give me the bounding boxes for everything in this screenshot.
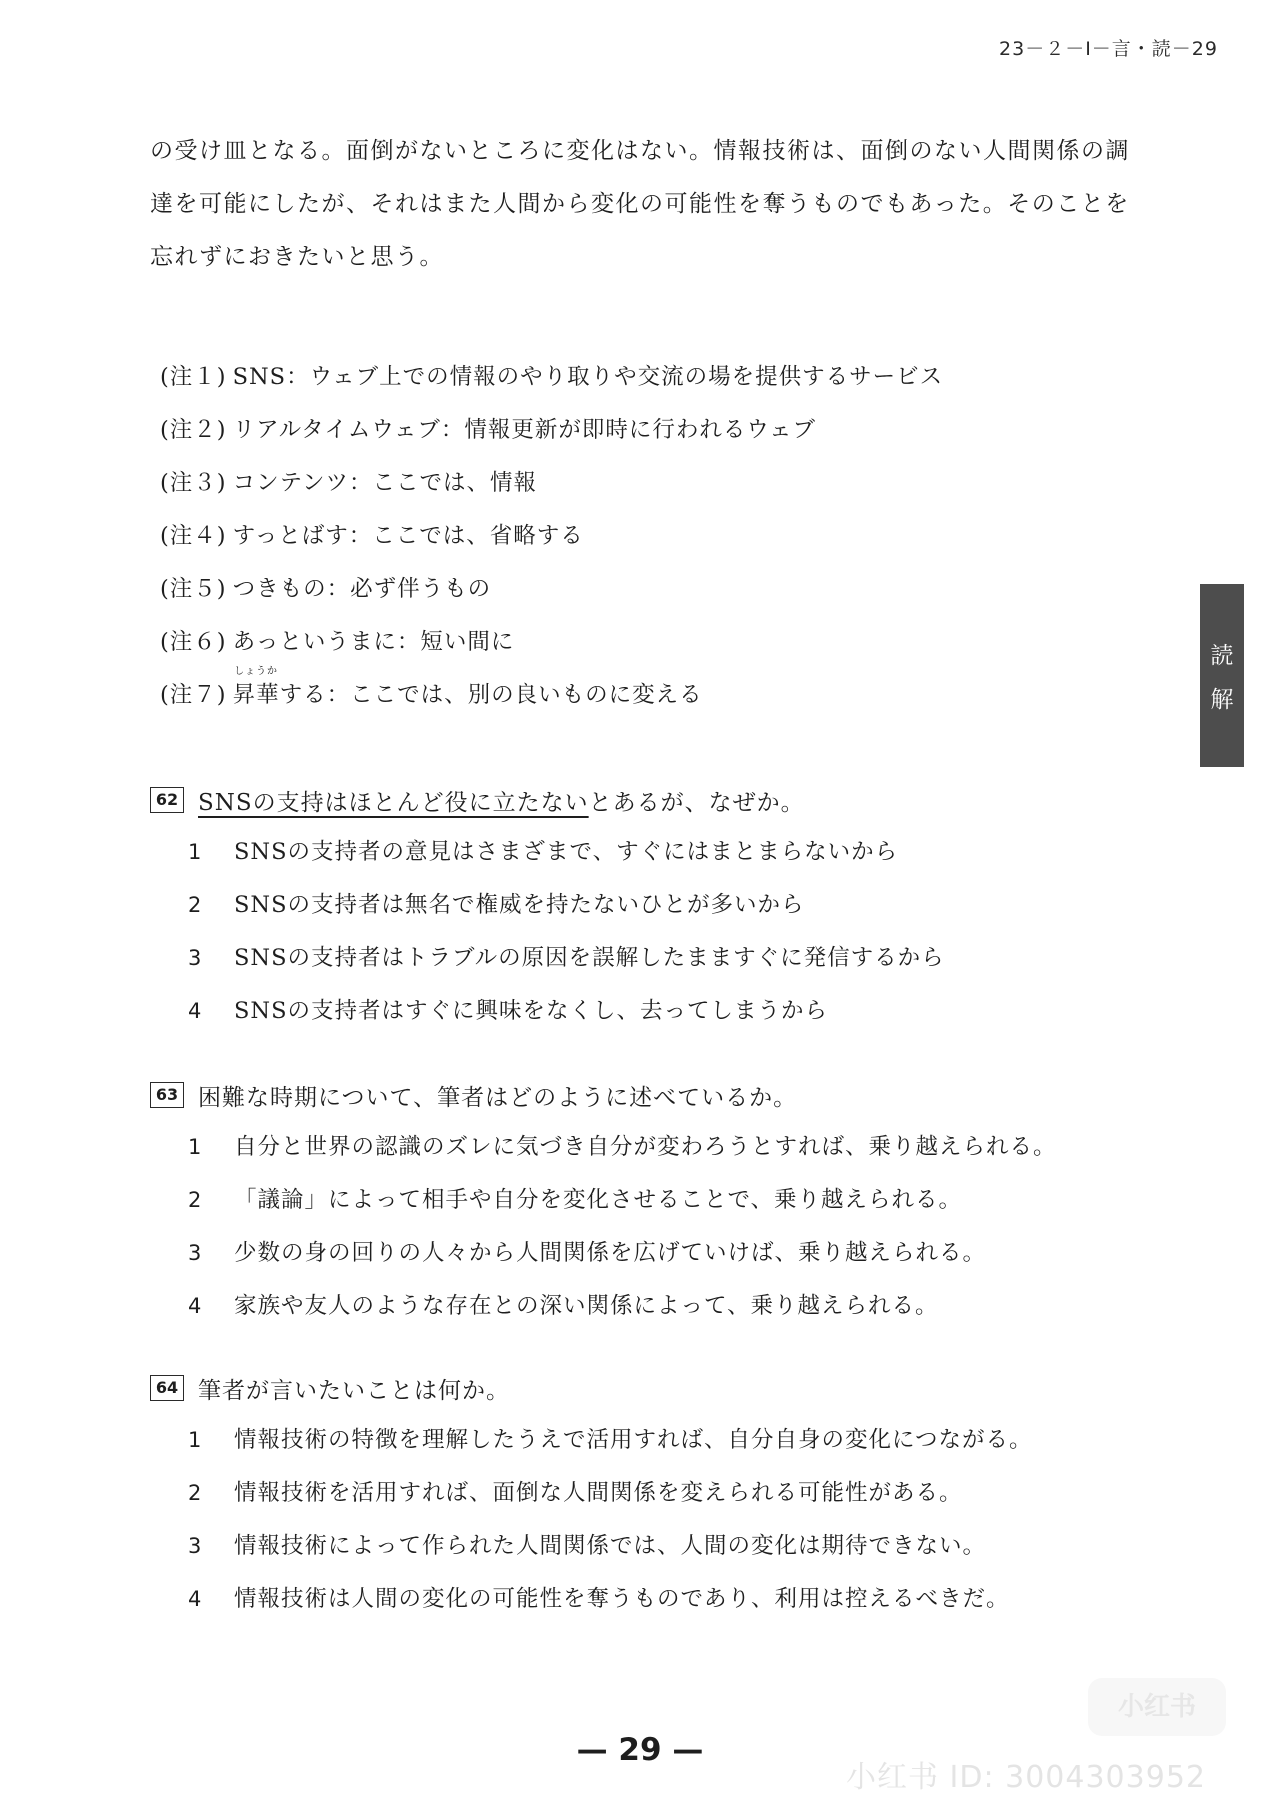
option-text: 情報技術の特徴を理解したうえで活用すれば、自分自身の変化につながる。 (234, 1427, 1033, 1453)
option-number: 4 (188, 1587, 203, 1611)
note-item (160, 574, 943, 627)
note-label: (注１) (160, 364, 227, 390)
answer-option (150, 1583, 1033, 1636)
note-text: する：ここでは、別の良いものに変える (279, 682, 703, 708)
ruby-base: 昇華 (232, 682, 280, 708)
note-text: あっというまに：短い間に (232, 629, 515, 655)
question-stem: 筆者が言いたいことは何か。 (198, 1377, 510, 1404)
option-number: 4 (188, 999, 203, 1023)
notes-list (160, 362, 943, 733)
answer-option (150, 1477, 1033, 1530)
note-label: (注７) (160, 682, 227, 708)
option-number: 1 (188, 1135, 203, 1159)
page-number: — 29 — (576, 1732, 704, 1768)
question-62 (150, 784, 945, 1048)
note-text: SNS：ウェブ上での情報のやり取りや交流の場を提供するサービス (232, 364, 944, 390)
option-number: 3 (188, 1241, 203, 1265)
underlined-phrase: SNSの支持はほとんど役に立たない (198, 789, 589, 816)
note-text: つきもの：必ず伴うもの (232, 576, 492, 602)
option-number: 3 (188, 946, 203, 970)
option-number: 2 (188, 1481, 203, 1505)
question-63 (150, 1079, 1057, 1343)
option-number: 4 (188, 1294, 203, 1318)
answer-option (150, 1237, 1057, 1290)
question-stem: 困難な時期について、筆者はどのように述べているか。 (198, 1084, 798, 1111)
answer-option (150, 995, 945, 1048)
option-text: SNSの支持者の意見はさまざまで、すぐにはまとまらないから (234, 839, 899, 865)
option-text: 自分と世界の認識のズレに気づき自分が変わろうとすれば、乗り越えられる。 (234, 1134, 1057, 1160)
note-text: コンテンツ：ここでは、情報 (232, 470, 537, 496)
question-stem (198, 784, 805, 817)
question-header (150, 1079, 1057, 1111)
option-text: 「議論」によって相手や自分を変化させることで、乗り越えられる。 (234, 1187, 963, 1213)
section-side-tab (1200, 584, 1244, 767)
note-item (160, 521, 943, 574)
answer-option (150, 1424, 1033, 1477)
watermark-logo: 小红书 (1088, 1678, 1226, 1736)
option-text: SNSの支持者は無名で権威を持たないひとが多いから (234, 892, 805, 918)
side-tab-char: 解 (1210, 687, 1234, 713)
answer-option (150, 836, 945, 889)
option-text: SNSの支持者はすぐに興味をなくし、去ってしまうから (234, 998, 829, 1024)
option-text: 情報技術を活用すれば、面倒な人間関係を変えられる可能性がある。 (234, 1480, 963, 1506)
option-number: 1 (188, 1428, 203, 1452)
note-label: (注４) (160, 523, 227, 549)
option-number: 2 (188, 1188, 203, 1212)
note-text: リアルタイムウェブ：情報更新が即時に行われるウェブ (232, 417, 817, 443)
page-code: 23－２－Ⅰ－言・読－29 (999, 38, 1218, 60)
note-item (160, 415, 943, 468)
question-number-box: 64 (150, 1375, 184, 1401)
question-64 (150, 1372, 1033, 1636)
watermark-id: 小红书 ID: 3004303952 (846, 1760, 1206, 1795)
answer-option (150, 942, 945, 995)
option-text: 情報技術によって作られた人間関係では、人間の変化は期待できない。 (234, 1533, 987, 1559)
question-header (150, 1372, 1033, 1404)
ruby-reading: しょうか (234, 666, 279, 677)
option-text: 情報技術は人間の変化の可能性を奪うものであり、利用は控えるべきだ。 (234, 1586, 1010, 1612)
answer-option (150, 889, 945, 942)
ruby-word (232, 666, 280, 710)
option-number: 3 (188, 1534, 203, 1558)
answer-option (150, 1184, 1057, 1237)
passage-line: 忘れずにおきたいと思う。 (150, 244, 444, 270)
question-number-box: 63 (150, 1082, 184, 1108)
answer-option (150, 1290, 1057, 1343)
note-label: (注６) (160, 629, 227, 655)
option-text: 家族や友人のような存在との深い関係によって、乗り越えられる。 (234, 1293, 939, 1319)
passage-line: 達を可能にしたが、それはまた人間から変化の可能性を奪うものでもあった。そのことを (150, 191, 1130, 217)
note-item (160, 468, 943, 521)
option-text: SNSの支持者はトラブルの原因を誤解したまますぐに発信するから (234, 945, 945, 971)
note-item (160, 362, 943, 415)
question-stem-text: とあるが、なぜか。 (588, 789, 805, 816)
note-label: (注３) (160, 470, 227, 496)
answer-option (150, 1131, 1057, 1184)
question-header (150, 784, 945, 816)
option-number: 1 (188, 840, 203, 864)
note-label: (注５) (160, 576, 227, 602)
question-number-box: 62 (150, 787, 184, 813)
option-text: 少数の身の回りの人々から人間関係を広げていけば、乗り越えられる。 (234, 1240, 987, 1266)
option-number: 2 (188, 893, 203, 917)
note-text: すっとばす：ここでは、省略する (232, 523, 584, 549)
passage-line: の受け皿となる。面倒がないところに変化はない。情報技術は、面倒のない人間関係の調 (150, 138, 1130, 164)
side-tab-char: 読 (1210, 643, 1234, 669)
note-item (160, 666, 943, 733)
passage (150, 136, 1130, 295)
note-label: (注２) (160, 417, 227, 443)
answer-option (150, 1530, 1033, 1583)
